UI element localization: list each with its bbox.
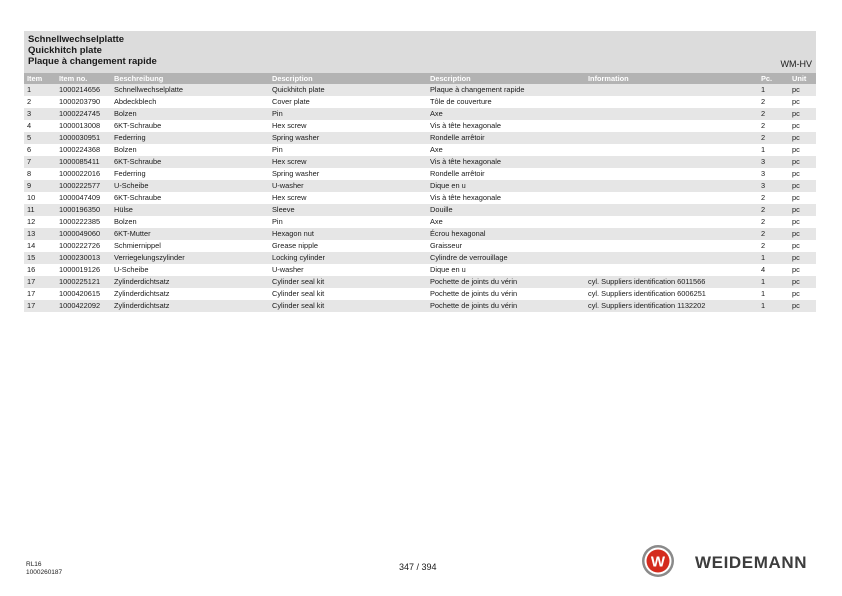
cell-beschreibung: Federring [111, 168, 269, 180]
cell-pieces: 1 [758, 144, 789, 156]
cell-description-en: Cylinder seal kit [269, 300, 427, 312]
table-row [24, 228, 816, 240]
brand-name: WEIDEMANN [695, 553, 808, 572]
column-header-description-en: Description [269, 73, 427, 84]
cell-pieces: 2 [758, 108, 789, 120]
cell-description-fr: Vis à tête hexagonale [427, 156, 585, 168]
cell-unit: pc [789, 276, 816, 288]
title-german: Schnellwechselplatte [28, 34, 125, 45]
column-header-item-no: Item no. [56, 73, 111, 84]
cell-description-en: Hex screw [269, 120, 427, 132]
cell-pieces: 3 [758, 180, 789, 192]
model-code: WM-HV [780, 59, 812, 69]
cell-information: cyl. Suppliers identification 6011566 [585, 276, 758, 288]
cell-item: 16 [24, 264, 56, 276]
cell-beschreibung: Bolzen [111, 144, 269, 156]
table-row [24, 168, 816, 180]
cell-information [585, 204, 758, 216]
cell-description-fr: Dique en u [427, 180, 585, 192]
cell-information [585, 264, 758, 276]
cell-unit: pc [789, 120, 816, 132]
cell-pieces: 2 [758, 192, 789, 204]
table-row [24, 132, 816, 144]
cell-description-en: Hex screw [269, 156, 427, 168]
cell-description-fr: Cylindre de verrouillage [427, 252, 585, 264]
cell-item-no: 1000196350 [56, 204, 111, 216]
cell-unit: pc [789, 180, 816, 192]
cell-beschreibung: 6KT-Schraube [111, 156, 269, 168]
table-row [24, 192, 816, 204]
footer-code-number: 1000260187 [26, 569, 63, 576]
table-row [24, 156, 816, 168]
cell-description-en: Locking cylinder [269, 252, 427, 264]
table-row [24, 300, 816, 312]
document-header [24, 31, 816, 73]
cell-description-fr: Pochette de joints du vérin [427, 300, 585, 312]
cell-item-no: 1000422092 [56, 300, 111, 312]
column-header-beschreibung: Beschreibung [111, 73, 269, 84]
cell-pieces: 2 [758, 240, 789, 252]
cell-pieces: 1 [758, 276, 789, 288]
cell-unit: pc [789, 264, 816, 276]
cell-pieces: 2 [758, 204, 789, 216]
cell-description-en: Pin [269, 144, 427, 156]
cell-description-fr: Rondelle arrêtoir [427, 168, 585, 180]
cell-description-en: Cover plate [269, 96, 427, 108]
cell-pieces: 2 [758, 216, 789, 228]
column-header-information: Information [585, 73, 758, 84]
cell-item-no: 1000222726 [56, 240, 111, 252]
title-english: Quickhitch plate [28, 45, 102, 56]
table-row [24, 84, 816, 96]
cell-information [585, 192, 758, 204]
cell-information [585, 84, 758, 96]
cell-item: 17 [24, 288, 56, 300]
cell-unit: pc [789, 228, 816, 240]
cell-information [585, 108, 758, 120]
cell-pieces: 2 [758, 96, 789, 108]
cell-description-en: U-washer [269, 264, 427, 276]
cell-information [585, 96, 758, 108]
cell-information [585, 168, 758, 180]
cell-description-en: Sleeve [269, 204, 427, 216]
cell-item: 3 [24, 108, 56, 120]
cell-item: 15 [24, 252, 56, 264]
cell-description-fr: Écrou hexagonal [427, 228, 585, 240]
cell-item-no: 1000022016 [56, 168, 111, 180]
column-header-unit: Unit [789, 73, 816, 84]
cell-information [585, 144, 758, 156]
cell-information: cyl. Suppliers identification 1132202 [585, 300, 758, 312]
cell-description-fr: Pochette de joints du vérin [427, 288, 585, 300]
cell-pieces: 4 [758, 264, 789, 276]
cell-item-no: 1000222385 [56, 216, 111, 228]
cell-beschreibung: Bolzen [111, 216, 269, 228]
cell-beschreibung: 6KT-Mutter [111, 228, 269, 240]
cell-item: 6 [24, 144, 56, 156]
footer-code-rl: RL16 [26, 561, 42, 568]
cell-description-fr: Rondelle arrêtoir [427, 132, 585, 144]
parts-table [24, 73, 816, 312]
cell-item-no: 1000230013 [56, 252, 111, 264]
cell-description-en: Spring washer [269, 132, 427, 144]
cell-item-no: 1000019126 [56, 264, 111, 276]
table-row [24, 204, 816, 216]
cell-description-en: U-washer [269, 180, 427, 192]
cell-item-no: 1000047409 [56, 192, 111, 204]
cell-beschreibung: U-Scheibe [111, 264, 269, 276]
cell-item: 5 [24, 132, 56, 144]
cell-beschreibung: Zylinderdichtsatz [111, 288, 269, 300]
weidemann-logo-icon [641, 544, 675, 578]
cell-item-no: 1000225121 [56, 276, 111, 288]
cell-beschreibung: Verriegelungszylinder [111, 252, 269, 264]
cell-unit: pc [789, 132, 816, 144]
cell-description-fr: Axe [427, 216, 585, 228]
cell-item: 9 [24, 180, 56, 192]
cell-beschreibung: 6KT-Schraube [111, 192, 269, 204]
cell-unit: pc [789, 204, 816, 216]
page-number: 347 / 394 [399, 562, 437, 572]
cell-unit: pc [789, 300, 816, 312]
table-body [24, 84, 816, 312]
cell-unit: pc [789, 288, 816, 300]
cell-description-fr: Axe [427, 144, 585, 156]
cell-pieces: 2 [758, 120, 789, 132]
cell-pieces: 3 [758, 168, 789, 180]
table-row [24, 216, 816, 228]
cell-description-fr: Pochette de joints du vérin [427, 276, 585, 288]
cell-beschreibung: Zylinderdichtsatz [111, 276, 269, 288]
cell-pieces: 1 [758, 252, 789, 264]
cell-unit: pc [789, 144, 816, 156]
cell-pieces: 1 [758, 288, 789, 300]
table-row [24, 108, 816, 120]
cell-item-no: 1000224368 [56, 144, 111, 156]
logo-letter: W [650, 553, 666, 571]
table-row [24, 276, 816, 288]
cell-description-en: Hexagon nut [269, 228, 427, 240]
cell-item-no: 1000085411 [56, 156, 111, 168]
cell-description-en: Spring washer [269, 168, 427, 180]
cell-item: 8 [24, 168, 56, 180]
cell-information [585, 180, 758, 192]
cell-unit: pc [789, 192, 816, 204]
cell-pieces: 2 [758, 228, 789, 240]
table-row [24, 240, 816, 252]
table-row [24, 180, 816, 192]
cell-unit: pc [789, 108, 816, 120]
cell-information [585, 132, 758, 144]
cell-description-en: Pin [269, 216, 427, 228]
cell-beschreibung: Zylinderdichtsatz [111, 300, 269, 312]
cell-beschreibung: Schmiernippel [111, 240, 269, 252]
table-row [24, 120, 816, 132]
cell-item: 11 [24, 204, 56, 216]
cell-pieces: 1 [758, 84, 789, 96]
cell-item-no: 1000049060 [56, 228, 111, 240]
cell-unit: pc [789, 240, 816, 252]
cell-description-fr: Douille [427, 204, 585, 216]
cell-item-no: 1000222577 [56, 180, 111, 192]
table-row [24, 252, 816, 264]
cell-information [585, 156, 758, 168]
cell-unit: pc [789, 96, 816, 108]
cell-item: 1 [24, 84, 56, 96]
title-french: Plaque à changement rapide [28, 56, 157, 67]
cell-pieces: 3 [758, 156, 789, 168]
cell-item-no: 1000224745 [56, 108, 111, 120]
cell-description-fr: Vis à tête hexagonale [427, 120, 585, 132]
footer-codes [26, 561, 62, 577]
cell-item: 13 [24, 228, 56, 240]
cell-item-no: 1000203790 [56, 96, 111, 108]
cell-description-en: Cylinder seal kit [269, 276, 427, 288]
cell-information [585, 216, 758, 228]
table-row [24, 264, 816, 276]
cell-description-fr: Plaque à changement rapide [427, 84, 585, 96]
cell-beschreibung: Bolzen [111, 108, 269, 120]
cell-item: 7 [24, 156, 56, 168]
cell-beschreibung: U-Scheibe [111, 180, 269, 192]
column-header-pieces: Pc. [758, 73, 789, 84]
cell-item: 12 [24, 216, 56, 228]
cell-information [585, 240, 758, 252]
cell-item: 4 [24, 120, 56, 132]
cell-item: 2 [24, 96, 56, 108]
table-row [24, 288, 816, 300]
cell-beschreibung: Schnellwechselplatte [111, 84, 269, 96]
cell-description-en: Pin [269, 108, 427, 120]
cell-information [585, 252, 758, 264]
cell-item-no: 1000013008 [56, 120, 111, 132]
cell-item: 10 [24, 192, 56, 204]
cell-beschreibung: Abdeckblech [111, 96, 269, 108]
cell-item-no: 1000420615 [56, 288, 111, 300]
cell-unit: pc [789, 168, 816, 180]
column-header-item: Item [24, 73, 56, 84]
cell-description-fr: Graisseur [427, 240, 585, 252]
cell-unit: pc [789, 216, 816, 228]
cell-information: cyl. Suppliers identification 6006251 [585, 288, 758, 300]
cell-description-en: Quickhitch plate [269, 84, 427, 96]
cell-unit: pc [789, 84, 816, 96]
cell-item: 17 [24, 300, 56, 312]
cell-item-no: 1000214656 [56, 84, 111, 96]
cell-description-en: Grease nipple [269, 240, 427, 252]
cell-description-en: Cylinder seal kit [269, 288, 427, 300]
table-header-row [24, 73, 816, 84]
cell-description-fr: Dique en u [427, 264, 585, 276]
table-row [24, 144, 816, 156]
cell-description-fr: Vis à tête hexagonale [427, 192, 585, 204]
cell-unit: pc [789, 252, 816, 264]
cell-information [585, 228, 758, 240]
cell-information [585, 120, 758, 132]
cell-description-en: Hex screw [269, 192, 427, 204]
cell-beschreibung: Federring [111, 132, 269, 144]
column-header-description-fr: Description [427, 73, 585, 84]
cell-description-fr: Axe [427, 108, 585, 120]
cell-pieces: 2 [758, 132, 789, 144]
table-row [24, 96, 816, 108]
cell-pieces: 1 [758, 300, 789, 312]
cell-description-fr: Tôle de couverture [427, 96, 585, 108]
cell-item-no: 1000030951 [56, 132, 111, 144]
cell-beschreibung: 6KT-Schraube [111, 120, 269, 132]
cell-item: 14 [24, 240, 56, 252]
cell-unit: pc [789, 156, 816, 168]
cell-item: 17 [24, 276, 56, 288]
cell-beschreibung: Hülse [111, 204, 269, 216]
